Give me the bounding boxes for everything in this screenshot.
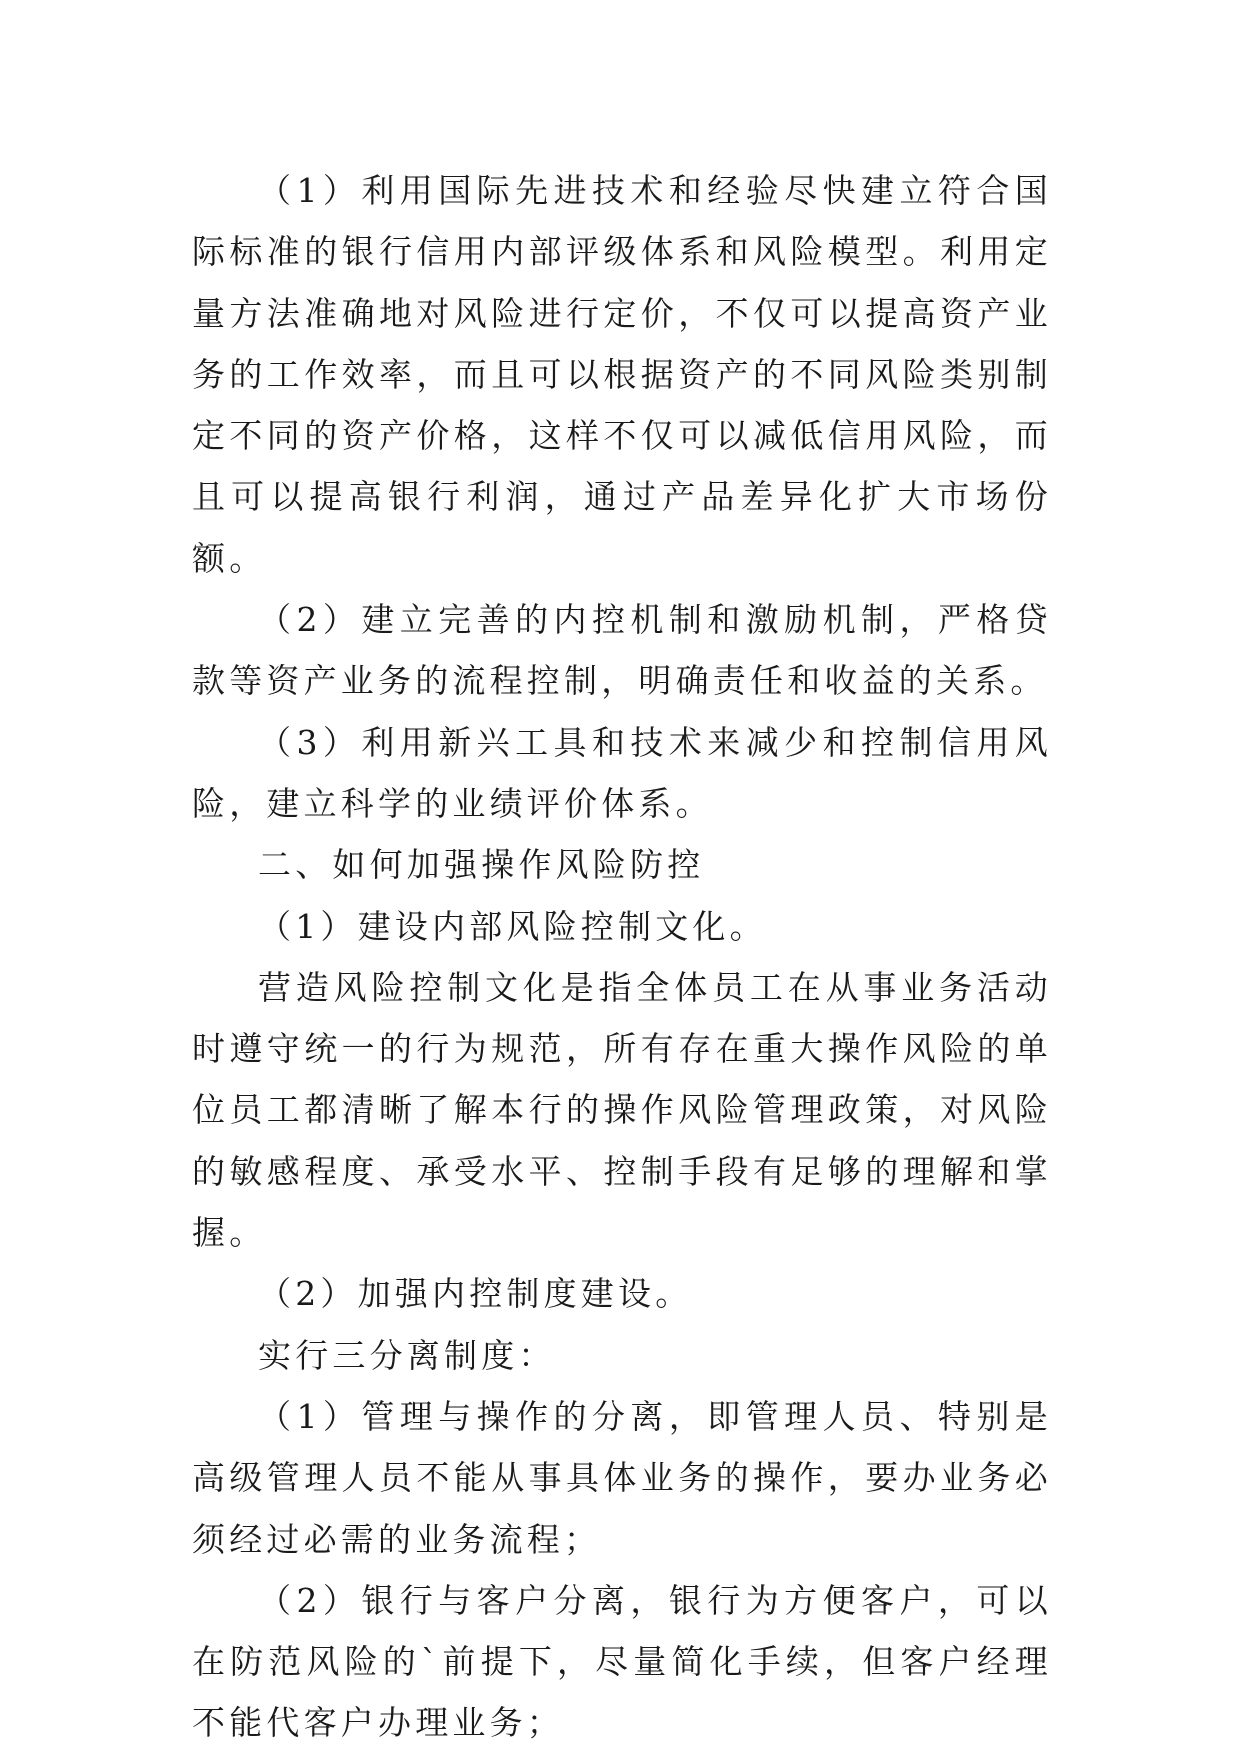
paragraph-internal-control-incentive: （2）建立完善的内控机制和激励机制，严格贷款等资产业务的流程控制，明确责任和收益的关系。 xyxy=(192,600,1052,701)
paragraph-internal-control-system: （2）加强内控制度建设。 xyxy=(258,1274,693,1314)
paragraph-risk-culture-detail: 营造风险控制文化是指全体员工在从事业务活动时遵守统一的行为规范，所有存在重大操作风险的单位员工都清晰了解本行的操作风险管理政策，对风险的敏感程度、承受水平、控制手段有足够的理解和掌握。 xyxy=(192,967,1052,1253)
paragraph-bank-client-separation: （2）银行与客户分离，银行为方便客户，可以在防范风险的`前提下，尽量简化手续，但客户经理不能代客户办理业务； xyxy=(192,1580,1052,1743)
document-body xyxy=(192,160,1052,1754)
paragraph-risk-culture: （1）建设内部风险控制文化。 xyxy=(258,906,767,946)
paragraph-credit-risk-rating: （1）利用国际先进技术和经验尽快建立符合国际标准的银行信用内部评级体系和风险模型。利用定量方法准确地对风险进行定价，不仅可以提高资产业务的工作效率，而且可以根据资产的不同风险类别制定不同的资产价格，这样不仅可以减低信用风险，而且可以提高银行利润，通过产品差异化扩大市场份额。 xyxy=(192,171,1052,578)
paragraph-three-separation: 实行三分离制度： xyxy=(258,1335,556,1375)
paragraph-new-tools: （3）利用新兴工具和技术来减少和控制信用风险，建立科学的业绩评价体系。 xyxy=(192,722,1052,823)
section-heading-operational-risk: 二、如何加强操作风险防控 xyxy=(258,845,705,885)
paragraph-management-operation-separation: （1）管理与操作的分离，即管理人员、特别是高级管理人员不能从事具体业务的操作，要办业务必须经过必需的业务流程； xyxy=(192,1396,1052,1559)
